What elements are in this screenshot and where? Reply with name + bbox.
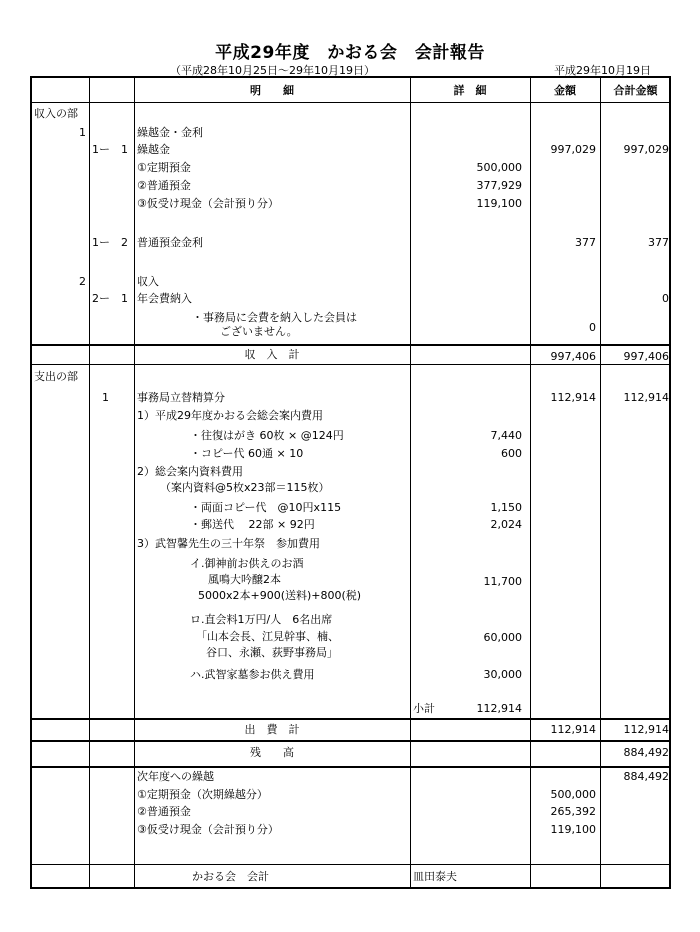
carry-ordinary-value: 265,392 bbox=[550, 805, 596, 818]
fee-note: ございません。 bbox=[220, 325, 298, 338]
expense-total-label: 出 費 計 bbox=[244, 723, 300, 736]
expense-line: ・往復はがき 60枚 × @124円 bbox=[190, 429, 344, 442]
advance-total: 112,914 bbox=[623, 391, 669, 404]
carry-ordinary-label: ②普通預金 bbox=[137, 805, 191, 818]
temp-cash-value: 119,100 bbox=[476, 197, 522, 210]
expense-value: 1,150 bbox=[490, 501, 522, 514]
col-header-description: 明 細 bbox=[250, 84, 294, 97]
item-code: 1ー 2 bbox=[92, 236, 128, 249]
expense-line: ロ.直会料1万円/人 6名出席 bbox=[190, 613, 333, 626]
expense-total-amount: 112,914 bbox=[550, 723, 596, 736]
col-header-detail: 詳 細 bbox=[453, 84, 487, 97]
expense-value: 2,024 bbox=[490, 518, 522, 531]
expense-value: 30,000 bbox=[483, 668, 522, 681]
expense-line: ハ.武智家墓参お供え費用 bbox=[190, 668, 315, 681]
expense-value: 600 bbox=[501, 447, 522, 460]
item-code: 1ー 1 bbox=[92, 143, 128, 156]
expense-total-total: 112,914 bbox=[623, 723, 669, 736]
income-rule bbox=[32, 344, 669, 346]
carry-temp-value: 119,100 bbox=[550, 823, 596, 836]
footer-org: かおる会 会計 bbox=[192, 870, 269, 883]
expense-rule bbox=[32, 718, 669, 720]
col-header-amount: 金額 bbox=[554, 84, 576, 97]
expense-line: （案内資料@5枚x23部＝115枚） bbox=[160, 481, 330, 494]
interest-total: 377 bbox=[648, 236, 669, 249]
footer-rule bbox=[32, 864, 669, 865]
expense-line: 5000x2本+900(送料)+800(税) bbox=[198, 589, 362, 602]
carry-fixed-value: 500,000 bbox=[550, 788, 596, 801]
header-rule bbox=[32, 102, 669, 103]
expense-line: 2）総会案内資料費用 bbox=[137, 465, 243, 478]
carry-temp-label: ③仮受け現金（会計預り分） bbox=[137, 823, 279, 836]
fixed-deposit-label: ①定期預金 bbox=[137, 161, 191, 174]
carry-fixed-label: ①定期預金（次期繰越分） bbox=[137, 788, 268, 801]
expense-line: イ.御神前お供えのお酒 bbox=[190, 557, 304, 570]
income-section-label: 収入の部 bbox=[34, 107, 78, 120]
expense-total-rule bbox=[32, 740, 669, 742]
annual-fee-total: 0 bbox=[662, 292, 669, 305]
interest-amount: 377 bbox=[575, 236, 596, 249]
income-total-total: 997,406 bbox=[623, 350, 669, 363]
expense-line: 谷口、永瀬、荻野事務局」 bbox=[206, 646, 338, 659]
expense-item-number: 1 bbox=[102, 391, 109, 404]
item-code: 2ー 1 bbox=[92, 292, 128, 305]
expense-value: 7,440 bbox=[490, 429, 522, 442]
fixed-deposit-value: 500,000 bbox=[476, 161, 522, 174]
balance-total: 884,492 bbox=[623, 746, 669, 759]
subtotal-label: 小計 bbox=[413, 702, 435, 715]
temp-cash-label: ③仮受け現金（会計預り分） bbox=[137, 197, 279, 210]
income-total-label: 収 入 計 bbox=[244, 348, 300, 361]
expense-line: 「山本会長、江見幹事、楠、 bbox=[196, 630, 339, 643]
fee-note-amount: 0 bbox=[589, 321, 596, 334]
report-date: 平成29年10月19日 bbox=[554, 64, 651, 77]
annual-fee-label: 年会費納入 bbox=[137, 292, 192, 305]
carry-next-total: 884,492 bbox=[623, 770, 669, 783]
carry-interest-label: 繰越金・金利 bbox=[137, 126, 203, 139]
expense-line: 風鳴大吟醸2本 bbox=[208, 573, 281, 586]
expense-value: 11,700 bbox=[483, 575, 522, 588]
revenue-label: 収入 bbox=[137, 275, 159, 288]
expense-line: 3）武智馨先生の三十年祭 参加費用 bbox=[137, 537, 320, 550]
fee-note: ・事務局に会費を納入した会員は bbox=[192, 311, 357, 324]
expense-line: 1）平成29年度かおる会総会案内費用 bbox=[137, 409, 323, 422]
expense-line: ・コピー代 60通 × 10 bbox=[190, 447, 304, 460]
carryover-total: 997,029 bbox=[623, 143, 669, 156]
footer-accountant: 皿田泰夫 bbox=[413, 870, 457, 883]
interest-label: 普通預金金利 bbox=[137, 236, 203, 249]
ordinary-deposit-value: 377,929 bbox=[476, 179, 522, 192]
income-item-number: 1 bbox=[79, 126, 86, 139]
expense-section-label: 支出の部 bbox=[34, 370, 78, 383]
balance-label: 残 高 bbox=[250, 746, 294, 759]
carry-next-label: 次年度への繰越 bbox=[137, 770, 214, 783]
expense-line: ・郵送代 22部 × 92円 bbox=[190, 518, 315, 531]
ordinary-deposit-label: ②普通預金 bbox=[137, 179, 191, 192]
income-item-number: 2 bbox=[79, 275, 86, 288]
balance-rule bbox=[32, 766, 669, 768]
carryover-amount: 997,029 bbox=[550, 143, 596, 156]
income-total-amount: 997,406 bbox=[550, 350, 596, 363]
income-total-rule bbox=[32, 364, 669, 365]
col-header-total: 合計金額 bbox=[613, 84, 658, 97]
expense-value: 60,000 bbox=[483, 631, 522, 644]
subtotal-value: 112,914 bbox=[476, 702, 522, 715]
report-table bbox=[30, 76, 671, 889]
carryover-label: 繰越金 bbox=[137, 143, 170, 156]
expense-line: ・両面コピー代 @10円x115 bbox=[190, 501, 342, 514]
report-period: （平成28年10月25日～29年10月19日） bbox=[170, 64, 375, 77]
advance-label: 事務局立替精算分 bbox=[137, 391, 225, 404]
advance-amount: 112,914 bbox=[550, 391, 596, 404]
report-title: 平成29年度 かおる会 会計報告 bbox=[215, 43, 485, 63]
